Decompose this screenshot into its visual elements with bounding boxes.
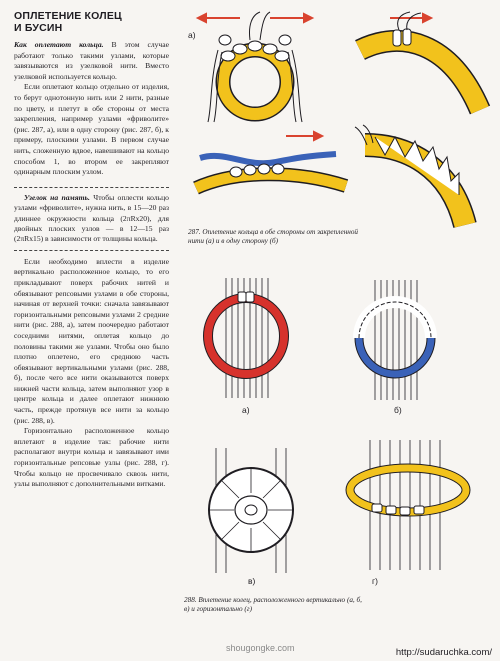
paragraph-2: Если оплетают кольцо отдельно от изделия, то берут однотонную нить или 2 нити, разные по цвету, и плетут в обе стороны от места закрепления, например узлами «фриволите» (рис. 287, а), или в одну сторону (рис. 287, б), к примеру, плоскими узлами. В первом случае нить, сложенную вдвое, навешивают на кольцо способом 1, во втором ее закрепляют одинарным плоским узлом. <box>14 82 169 177</box>
fig287-label-a: а) <box>188 30 196 40</box>
fig287-label-b: б) <box>380 30 388 40</box>
fig288g-illustration <box>340 440 480 570</box>
heading-line-2: И БУСИН <box>14 22 63 34</box>
intro-text: В этом случае работают только такими узлами, которые завязываются из узелковой нити. Вместо узелковой используется кольцо. <box>14 40 169 81</box>
fig288b-knotted-top <box>359 302 431 338</box>
heading-line-1: ОПЛЕТЕНИЕ КОЛЕЦ <box>14 10 122 22</box>
intro-lead: Как оплетают кольца. <box>14 40 104 49</box>
fig288-label-g: г) <box>372 576 378 586</box>
memo-note <box>14 187 169 251</box>
memo-text: Чтобы оплести кольцо узлами «фриволите», нужна нить, в 15—20 раз длиннее окружности кольца (2πRx20), для двойных плоских узлов — в 12—15 раз (2πRx15) в зависимости от толщины кольца. <box>14 192 169 244</box>
memo-lead: Узелок на память. <box>24 192 90 202</box>
fig288-label-v: в) <box>248 576 256 586</box>
fig287a-ring-illustration <box>190 10 330 125</box>
fig287-caption: 287. Оплетение кольца в обе стороны от закрепленной нити (а) и в одну сторону (б) <box>188 228 359 245</box>
text-column <box>14 10 169 490</box>
fig288b-illustration <box>345 280 445 400</box>
fig288-label-a: а) <box>242 405 250 415</box>
fig288-caption: 288. Вплетение колец, расположенного вертикально (а, б, в) и горизонтально (г) <box>184 596 362 613</box>
paragraph-4: Горизонтально расположенное кольцо вплетают в изделие так: рабочие нити располагают внутри кольца и завязывают ими горизонтальные репсовые узлы (рис. 288, г). Чтобы кольцо не просвечивало сквозь нити, узлы выполняют с дополнительными витками. <box>14 426 169 489</box>
fig287b-ring-illustration <box>355 10 490 115</box>
fig288v-illustration <box>196 448 306 573</box>
footer-url: http://sudaruchka.com/ <box>395 647 492 658</box>
section-heading <box>14 10 169 34</box>
memo-paragraph <box>14 193 169 245</box>
fig288-label-b: б) <box>394 405 402 415</box>
intro-paragraph <box>14 40 169 82</box>
fig287a-lower-illustration <box>196 128 346 208</box>
fig288a-illustration <box>196 278 296 398</box>
paragraph-3: Если необходимо вплести в изделие вертикально расположенное кольцо, то его прикладывают поверх рабочих нитей и обвязывают репсовыми узлами в обе стороны, начиная от верхней точки: сначала завязывают горизонтальными репсовыми узлами 2 средние нити (рис. 288, а), затем поочередно работают соседними нитями, оплетая кольцо до половины такими же узлами. Чтобы оно было плотно оплетено, его среднюю часть обвязывают вертикальными узлами (рис. 288, б), после чего все нити оказываются поверх нижней части кольца, затем выполняют узор в центре кольца и далее оплетают нижнюю часть, прежде протянув все нити за кольцо (рис. 288, в). <box>14 256 169 425</box>
watermark-text: shougongke.com <box>226 643 295 653</box>
fig287b-lower-illustration <box>355 125 490 230</box>
fig288v-center-motif <box>235 496 267 524</box>
fig287a-blue-thread <box>200 154 336 163</box>
